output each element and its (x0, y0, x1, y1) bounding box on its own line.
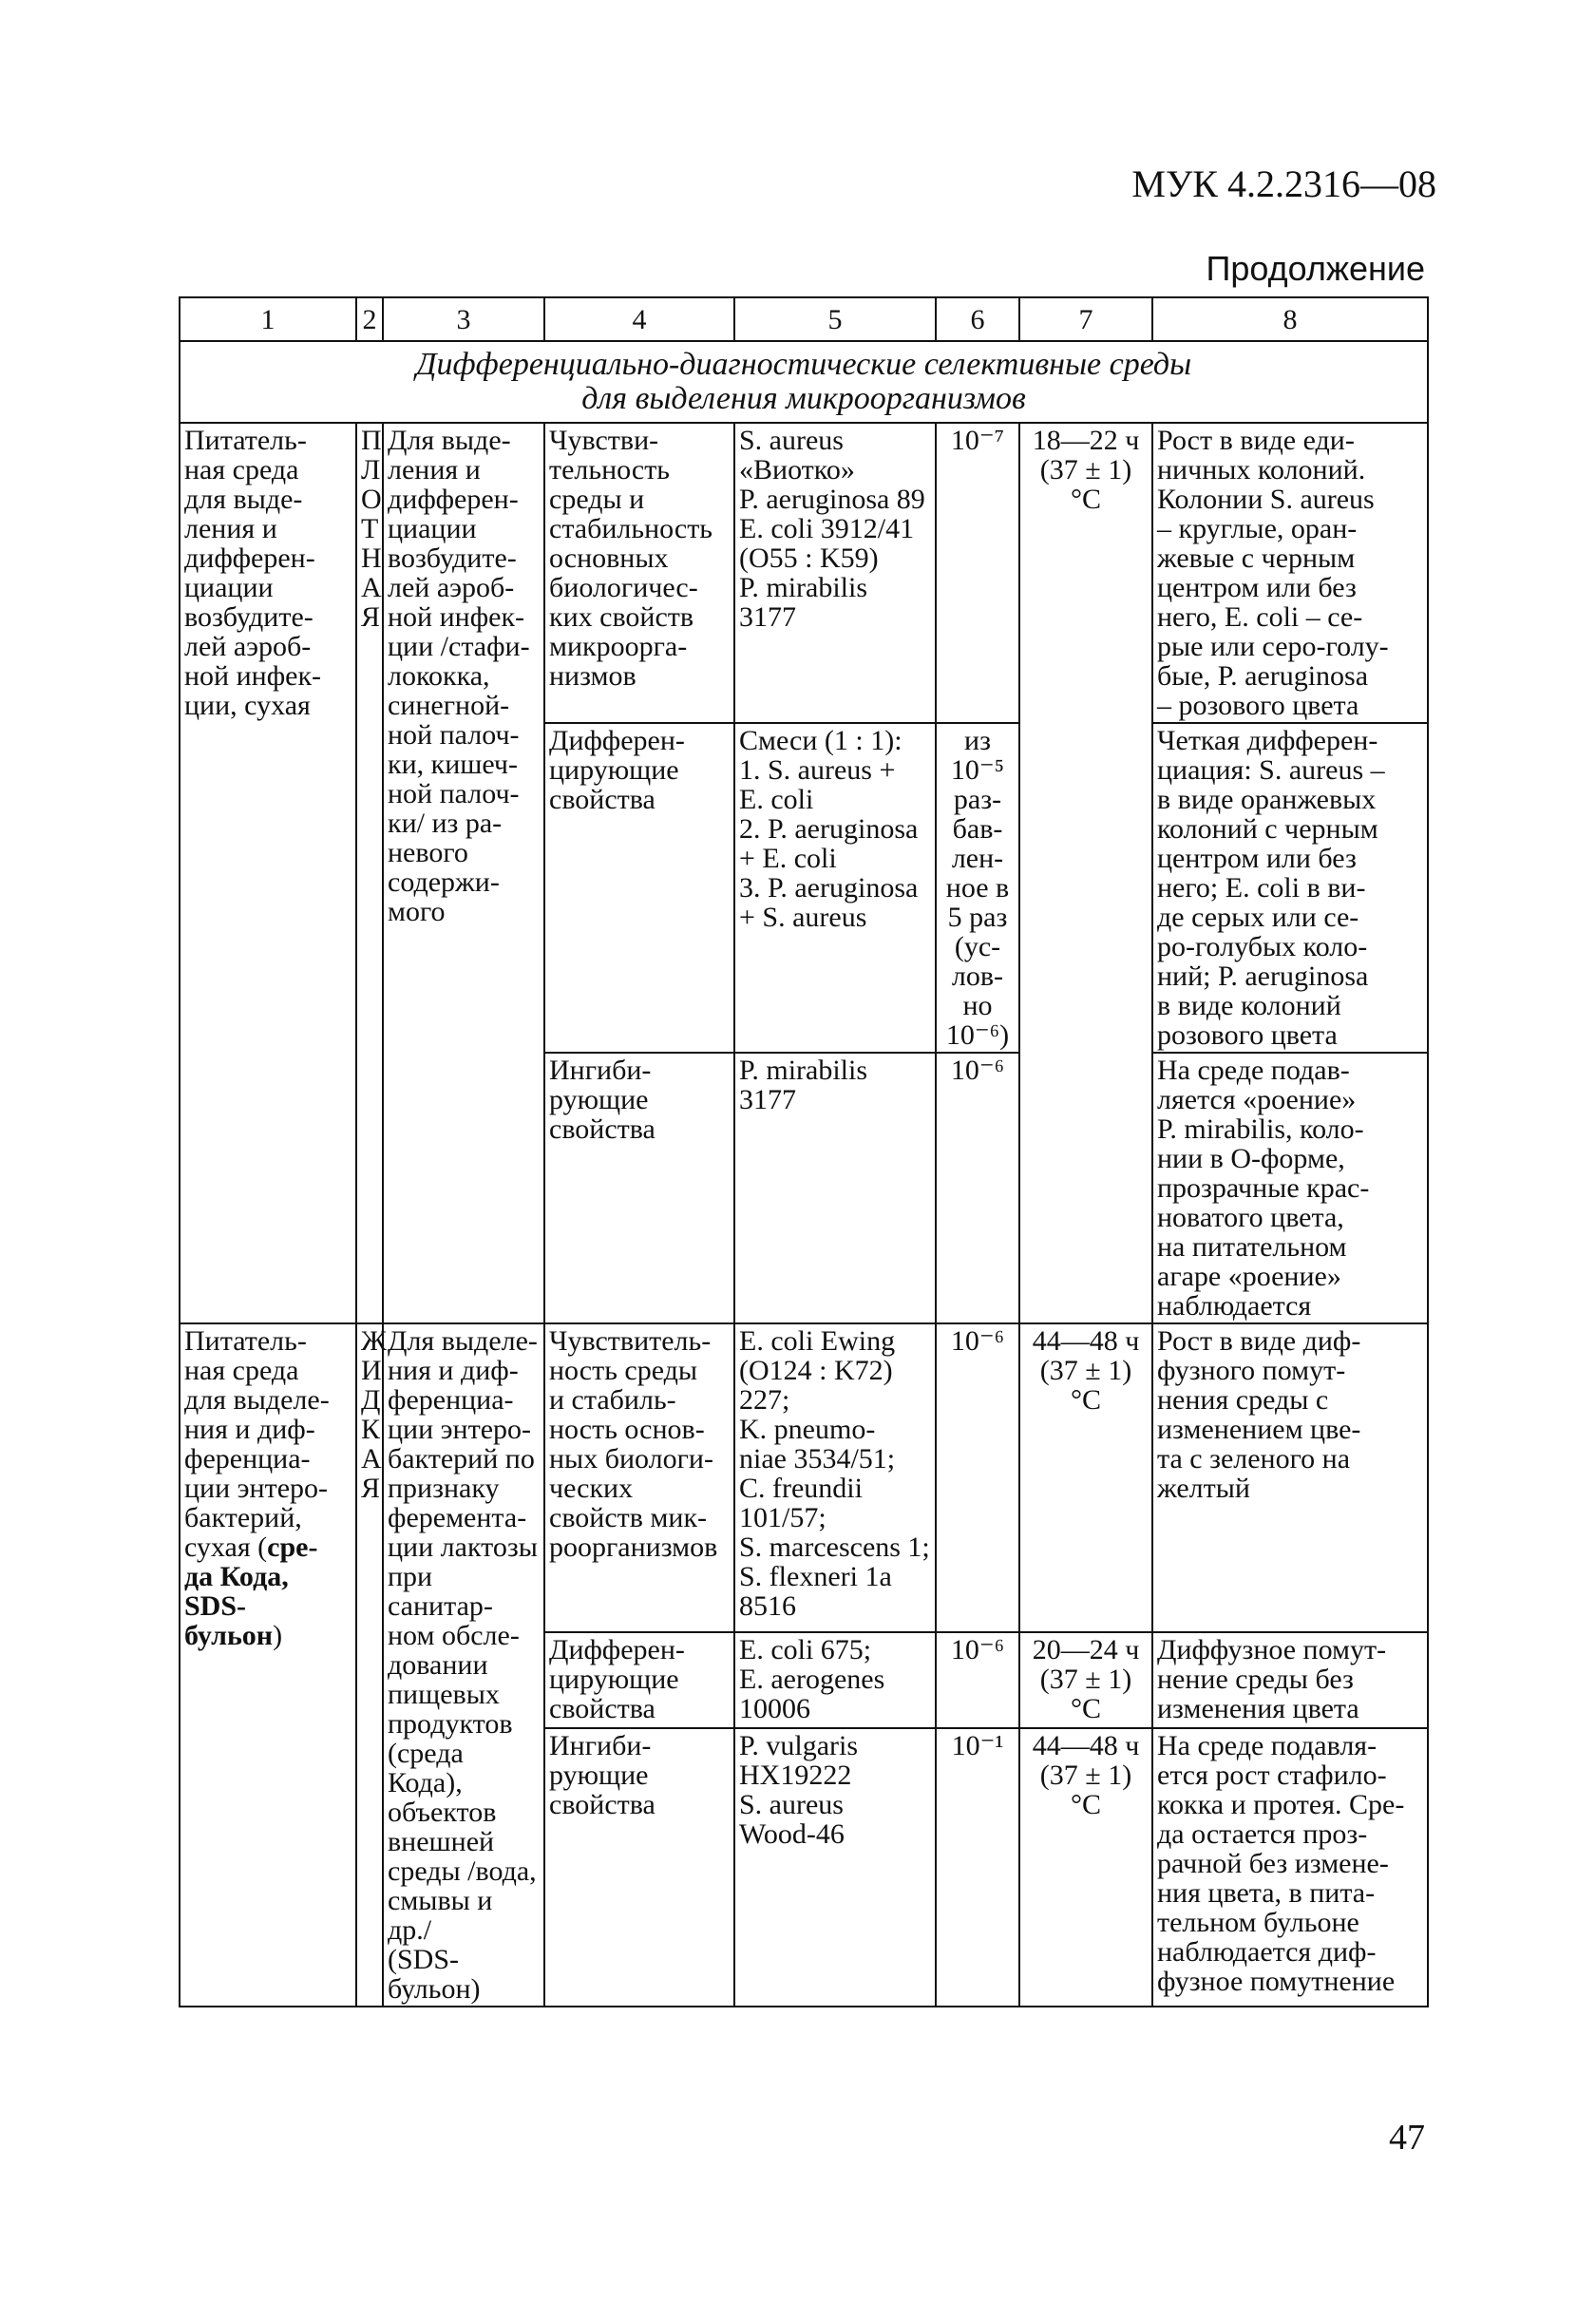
column-number: 7 (1019, 297, 1152, 341)
property: Ингиби- рующие свойства (544, 1053, 734, 1323)
medium-name-bold: сре- да Кода, SDS- бульон (184, 1531, 318, 1651)
test-strains: P. mirabilis 3177 (734, 1053, 936, 1323)
incubation: 44—48 ч (37 ± 1) °С (1019, 1323, 1152, 1632)
test-strains: Смеси (1 : 1): 1. S. aureus + E. coli 2. P. aeruginosa + E. coli 3. P. aeruginosa + S. aureus (734, 723, 936, 1053)
incubation: 18—22 ч (37 ± 1) °С (1019, 423, 1152, 1323)
column-number: 3 (383, 297, 544, 341)
medium-name (180, 1323, 356, 2007)
consistency: Ж И Д К А Я (356, 1323, 383, 2007)
test-strains: S. aureus «Виотко» P. aeruginosa 89 E. coli 3912/41 (O55 : K59) P. mirabilis 3177 (734, 423, 936, 723)
media-table (179, 296, 1429, 2007)
incubation: 20—24 ч (37 ± 1) °С (1019, 1632, 1152, 1729)
result: Диффузное помут- нение среды без изменения цвета (1152, 1632, 1428, 1729)
test-strains: P. vulgaris HX19222 S. aureus Wood-46 (734, 1728, 936, 2007)
column-number: 1 (180, 297, 356, 341)
property: Ингиби- рующие свойства (544, 1728, 734, 2007)
result: На среде подав- ляется «роение» P. mirabilis, коло- нии в О-форме, прозрачные крас- новатого цвета, на питательном агаре «роение» наблюдается (1152, 1053, 1428, 1323)
test-strains: E. coli 675; E. aerogenes 10006 (734, 1632, 936, 1729)
page-number: 47 (1389, 2118, 1425, 2158)
column-number: 8 (1152, 297, 1428, 341)
purpose: Для выде- ления и дифферен- циации возбудите- лей аэроб- ной инфек- ции /стафи- лококка, синегной- ной палоч- ки, кишеч- ной палоч- ки/ из ра- невого содержи- мого (383, 423, 544, 1323)
result: Рост в виде еди- ничных колоний. Колонии S. aureus – круглые, оран- жевые с черным центром или без него, E. coli – се- рые или серо-голу- бые, P. aeruginosa – розового цвета (1152, 423, 1428, 723)
incubation: 44—48 ч (37 ± 1) °С (1019, 1728, 1152, 2007)
column-number: 5 (734, 297, 936, 341)
document-code: МУК 4.2.2316—08 (1131, 162, 1436, 205)
table-row (180, 1323, 1428, 1632)
dilution: 10⁻⁶ (936, 1053, 1019, 1323)
result: Четкая дифферен- циация: S. aureus – в виде оранжевых колоний с черным центром или без него; E. coli в ви- де серых или се- ро-голубых коло- ний; P. aeruginosa в виде колоний розового цвета (1152, 723, 1428, 1053)
medium-name-plain: Питатель- ная среда для выделе- ния и диф- ференциа- ции энтеро- бактерий, сухая ( (184, 1325, 330, 1563)
dilution: из 10⁻⁵ раз- бав- лен- ное в 5 раз (ус- лов- но 10⁻⁶) (936, 723, 1019, 1053)
section-title: Дифференциально-диагностические селективные среды для выделения микроорганизмов (180, 341, 1428, 423)
purpose: Для выделе- ния и диф- ференциа- ции энтеро- бактерий по признаку феремента- ции лактозы при санитар- ном обсле- довании пищевых продуктов (среда Кода), объектов внешней среды /вода, смывы и др./ (SDS-бульон) (383, 1323, 544, 2007)
dilution: 10⁻⁷ (936, 423, 1019, 723)
test-strains: E. coli Ewing (O124 : K72) 227; K. pneumo- niae 3534/51; C. freundii 101/57; S. marcescens 1; S. flexneri 1a 8516 (734, 1323, 936, 1632)
result: На среде подавля- ется рост стафило- кокка и протея. Сре- да остается проз- рачной без измене- ния цвета, в пита- тельном бульоне наблюдается диф- фузное помутнение (1152, 1728, 1428, 2007)
section-header-row (180, 341, 1428, 423)
column-number-row (180, 297, 1428, 341)
property: Чувствитель- ность среды и стабиль- ность основ- ных биологи- ческих свойств мик- роорганизмов (544, 1323, 734, 1632)
continuation-label: Продолжение (1206, 249, 1425, 288)
medium-name-end: ) (273, 1620, 283, 1651)
property: Дифферен- цирующие свойства (544, 1632, 734, 1729)
column-number: 2 (356, 297, 383, 341)
medium-name: Питатель- ная среда для выде- ления и дифферен- циации возбудите- лей аэроб- ной инфек- ции, сухая (180, 423, 356, 1323)
dilution: 10⁻¹ (936, 1728, 1019, 2007)
property: Чувстви- тельность среды и стабильность основных биологичес- ких свойств микроорга- низмов (544, 423, 734, 723)
column-number: 4 (544, 297, 734, 341)
table-row (180, 423, 1428, 723)
consistency: П Л О Т Н А Я (356, 423, 383, 1323)
result: Рост в виде диф- фузного помут- нения среды с изменением цве- та с зеленого на желтый (1152, 1323, 1428, 1632)
dilution: 10⁻⁶ (936, 1632, 1019, 1729)
column-number: 6 (936, 297, 1019, 341)
property: Дифферен- цирующие свойства (544, 723, 734, 1053)
dilution: 10⁻⁶ (936, 1323, 1019, 1632)
